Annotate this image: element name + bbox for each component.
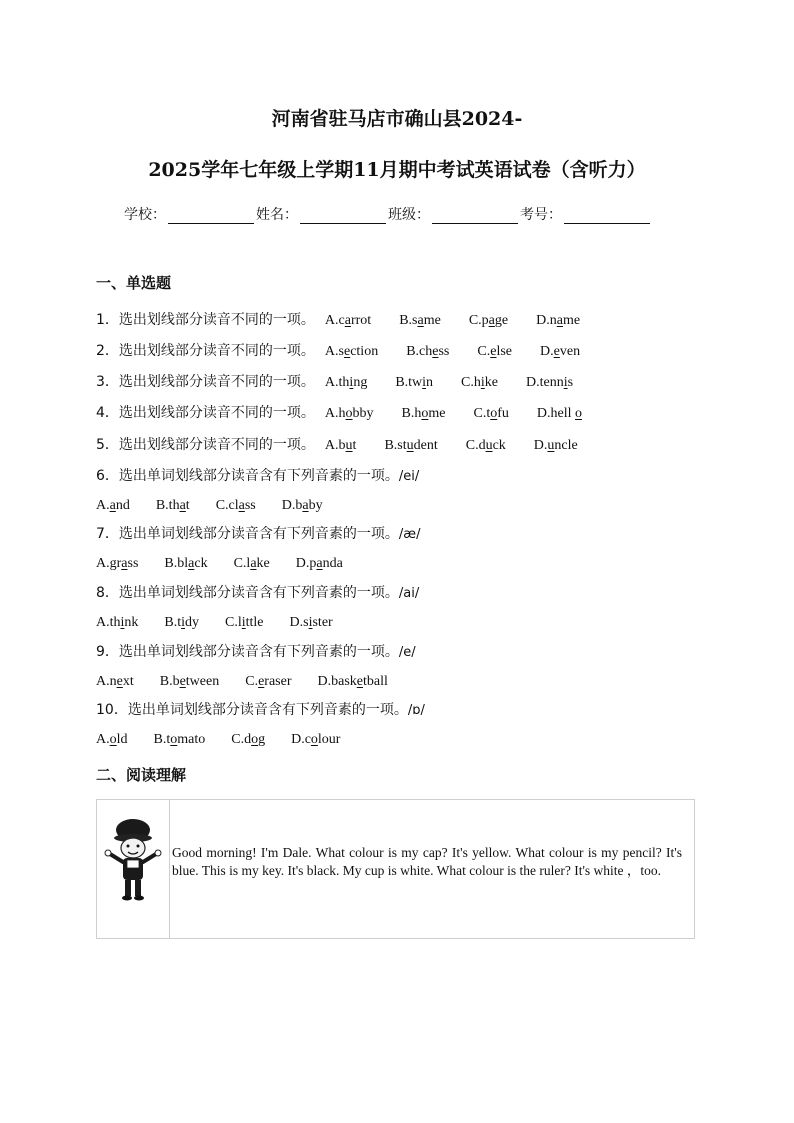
option-c[interactable]: [231, 730, 265, 750]
option-c[interactable]: [245, 672, 291, 692]
options-row-10: [96, 730, 340, 750]
underlined-letters: i: [120, 615, 125, 630]
option-b[interactable]: [402, 404, 446, 424]
school-label: 学校：: [124, 207, 166, 223]
option-text-pre: D.: [533, 438, 548, 453]
option-text-post: nda: [322, 556, 343, 571]
underlined-letters: e: [258, 674, 265, 689]
question-9: [96, 642, 416, 663]
option-b[interactable]: [164, 554, 207, 574]
option-text-pre: B.s: [399, 313, 418, 328]
option-text-pre: C.p: [468, 313, 489, 328]
question-8: [96, 583, 419, 604]
phoneme: /e/: [398, 645, 416, 660]
option-text-pre: B.b: [159, 674, 180, 689]
option-text-pre: A.: [96, 732, 110, 747]
option-text-pre: D.: [540, 344, 554, 359]
option-b[interactable]: [154, 730, 206, 750]
underlined-letters: u: [406, 438, 414, 453]
underlined-letters: u: [345, 438, 353, 453]
option-text-pre: A.s: [324, 344, 344, 359]
question-stem: 选出单词划线部分读音含有下列音素的一项。: [118, 526, 399, 542]
option-text-post: tball: [363, 674, 388, 689]
title-line-1: 河南省驻马店市确山县2024-: [271, 108, 523, 130]
option-text-pre: A.c: [324, 313, 345, 328]
question-1: [96, 310, 580, 331]
option-text-pre: D.n: [536, 313, 557, 328]
question-number: 4．: [96, 405, 119, 421]
boy-illustration: [97, 800, 170, 938]
option-text-pre: D.p: [295, 556, 317, 571]
option-text-post: me: [428, 406, 446, 421]
question-number: 9．: [96, 644, 119, 660]
underlined-letters: e: [343, 344, 351, 359]
underlined-letters: e: [490, 344, 497, 359]
number-blank[interactable]: [564, 207, 650, 224]
question-number: 3．: [96, 374, 119, 390]
class-blank[interactable]: [432, 207, 518, 224]
option-text-post: me: [423, 313, 441, 328]
option-a[interactable]: [96, 613, 138, 633]
question-7: [96, 524, 420, 545]
options-row-9: [96, 672, 388, 692]
question-5: [96, 435, 578, 456]
question-stem: 选出单词划线部分读音含有下列音素的一项。: [118, 585, 399, 601]
underlined-letters: e: [179, 674, 186, 689]
option-d[interactable]: [540, 342, 580, 362]
question-stem: 选出单词划线部分读音含有下列音素的一项。: [127, 702, 408, 718]
option-text-post: dy: [185, 615, 200, 630]
option-d[interactable]: [282, 496, 323, 516]
option-text-post: dent: [413, 438, 438, 453]
option-text-post: ge: [494, 313, 509, 328]
option-text-pre: B.th: [155, 498, 180, 513]
options-row-6: [96, 496, 323, 516]
option-d[interactable]: [534, 436, 578, 456]
question-number: 6．: [96, 468, 119, 484]
option-text-pre: D.s: [289, 615, 309, 630]
option-text-pre: C.l: [233, 556, 251, 571]
option-d[interactable]: [536, 311, 580, 331]
underlined-letters: o: [109, 732, 117, 747]
question-4: [96, 403, 582, 424]
class-label: 班级：: [388, 207, 430, 223]
option-c[interactable]: [234, 554, 270, 574]
title-line-2: 2025学年七年级上学期11月期中考试英语试卷（含听力）: [148, 159, 646, 181]
question-stem: 选出划线部分读音不同的一项。: [118, 405, 315, 421]
underlined-letters: i: [349, 375, 354, 390]
option-text-pre: D.hell: [536, 406, 576, 421]
underlined-letters: o: [421, 406, 429, 421]
question-number: 10．: [96, 702, 128, 718]
option-a[interactable]: [325, 404, 374, 424]
option-b[interactable]: [399, 311, 441, 331]
option-text-pre: C.cl: [215, 498, 239, 513]
option-text-pre: C.h: [461, 375, 481, 390]
underlined-letters: o: [310, 732, 318, 747]
option-d[interactable]: [526, 373, 573, 393]
option-text-post: t: [185, 498, 190, 513]
option-text-pre: C.l: [225, 615, 242, 630]
underlined-letters: e: [356, 674, 363, 689]
option-text-post: bby: [352, 406, 374, 421]
option-text-post: tween: [185, 674, 220, 689]
option-c[interactable]: [474, 404, 509, 424]
option-b[interactable]: [384, 436, 437, 456]
option-text-post: fu: [497, 406, 509, 421]
underlined-letters: o: [251, 732, 259, 747]
underlined-letters: a: [316, 556, 323, 571]
option-text-pre: C.: [245, 674, 259, 689]
option-c[interactable]: [225, 613, 264, 633]
question-stem: 选出划线部分读音不同的一项。: [118, 437, 315, 453]
underlined-letters: a: [250, 556, 257, 571]
underlined-letters: e: [116, 674, 123, 689]
option-text-post: ld: [116, 732, 128, 747]
underlined-letters: i: [563, 375, 568, 390]
option-text-pre: A.th: [96, 615, 121, 630]
underlined-letters: a: [179, 498, 186, 513]
option-text-post: ttle: [245, 615, 264, 630]
option-text-post: by: [308, 498, 323, 513]
question-10: [96, 700, 425, 721]
underlined-letters: e: [432, 344, 439, 359]
underlined-letters: o: [490, 406, 498, 421]
phoneme: /ɒ/: [407, 703, 425, 718]
option-d[interactable]: [296, 554, 343, 574]
option-text-post: t: [352, 438, 357, 453]
name-label: 姓名：: [256, 207, 298, 223]
student-info-row: [124, 204, 652, 224]
option-b[interactable]: [406, 342, 449, 362]
option-text-post: g: [258, 732, 266, 747]
underlined-letters: o: [575, 406, 583, 421]
number-label: 考号：: [520, 207, 562, 223]
option-text-pre: B.h: [401, 406, 422, 421]
option-text-pre: B.bl: [164, 556, 189, 571]
option-text-pre: A.h: [324, 406, 346, 421]
option-text-pre: A.gr: [96, 556, 122, 571]
option-text-post: ster: [312, 615, 333, 630]
underlined-letters: a: [417, 313, 424, 328]
underlined-letters: i: [422, 375, 427, 390]
option-c[interactable]: [469, 311, 508, 331]
underlined-letters: a: [121, 556, 128, 571]
question-number: 7．: [96, 526, 119, 542]
option-text-post: lse: [496, 344, 513, 359]
option-d[interactable]: [291, 730, 340, 750]
option-text-pre: B.t: [153, 732, 171, 747]
question-number: 5．: [96, 437, 119, 453]
section-heading-single-choice: 一、单选题: [96, 274, 172, 292]
option-c[interactable]: [477, 342, 512, 362]
phoneme: /ei/: [398, 469, 420, 484]
underlined-letters: a: [488, 313, 495, 328]
option-text-pre: C.: [477, 344, 491, 359]
option-text-post: ck: [194, 556, 208, 571]
option-text-pre: A.: [96, 498, 110, 513]
option-a[interactable]: [325, 436, 357, 456]
option-a[interactable]: [325, 373, 367, 393]
option-b[interactable]: [164, 613, 199, 633]
option-text-post: nk: [124, 615, 139, 630]
option-text-post: ck: [492, 438, 506, 453]
option-text-post: ss: [438, 344, 450, 359]
option-text-post: me: [562, 313, 581, 328]
option-a[interactable]: [96, 730, 128, 750]
option-text-post: ven: [559, 344, 581, 359]
question-stem: 选出划线部分读音不同的一项。: [118, 374, 315, 390]
underlined-letters: a: [188, 556, 195, 571]
option-b[interactable]: [156, 496, 190, 516]
option-text-post: ncle: [554, 438, 578, 453]
option-text-pre: A.b: [324, 438, 346, 453]
options-row-7: [96, 554, 343, 574]
underlined-letters: i: [480, 375, 485, 390]
option-a[interactable]: [325, 342, 378, 362]
option-c[interactable]: [466, 436, 506, 456]
option-d[interactable]: [537, 404, 582, 424]
underlined-letters: a: [302, 498, 309, 513]
option-text-pre: B.t: [164, 615, 182, 630]
underlined-letters: o: [345, 406, 353, 421]
option-text-post: mato: [177, 732, 206, 747]
option-text-post: nd: [115, 498, 130, 513]
reading-passage-box: [96, 799, 695, 939]
option-text-post: xt: [122, 674, 134, 689]
underlined-letters: u: [485, 438, 493, 453]
option-text-post: ction: [350, 344, 379, 359]
underlined-letters: a: [344, 313, 351, 328]
underlined-letters: e: [553, 344, 560, 359]
question-stem: 选出单词划线部分读音含有下列音素的一项。: [118, 644, 399, 660]
question-stem: 选出单词划线部分读音含有下列音素的一项。: [118, 468, 399, 484]
option-text-pre: A.th: [324, 375, 350, 390]
underlined-letters: u: [547, 438, 555, 453]
underlined-letters: i: [181, 615, 186, 630]
phoneme: /ai/: [398, 586, 420, 601]
option-text-post: ke: [484, 375, 498, 390]
option-text-pre: A.n: [96, 674, 117, 689]
underlined-letters: a: [238, 498, 245, 513]
name-blank[interactable]: [300, 207, 386, 224]
option-text-pre: C.d: [465, 438, 486, 453]
question-number: 1．: [96, 312, 119, 328]
option-d[interactable]: [290, 613, 333, 633]
option-text-post: n: [426, 375, 434, 390]
underlined-letters: i: [241, 615, 246, 630]
option-text-pre: C.d: [231, 732, 252, 747]
option-text-pre: D.tenn: [526, 375, 564, 390]
option-c[interactable]: [216, 496, 256, 516]
option-text-post: ss: [127, 556, 139, 571]
option-a[interactable]: [96, 554, 138, 574]
option-text-post: rrot: [350, 313, 372, 328]
option-a[interactable]: [325, 311, 371, 331]
question-stem: 选出划线部分读音不同的一项。: [118, 312, 315, 328]
option-text-pre: C.t: [473, 406, 491, 421]
option-text-pre: D.b: [281, 498, 303, 513]
boy-figure-icon: [97, 800, 169, 938]
underlined-letters: a: [109, 498, 116, 513]
option-text-pre: D.c: [291, 732, 311, 747]
option-text-post: raser: [264, 674, 292, 689]
question-stem: 选出划线部分读音不同的一项。: [118, 343, 315, 359]
option-text-pre: B.tw: [395, 375, 423, 390]
underlined-letters: a: [556, 313, 563, 328]
option-a[interactable]: [96, 496, 130, 516]
option-text-pre: B.ch: [406, 344, 433, 359]
option-d[interactable]: [318, 672, 388, 692]
question-number: 8．: [96, 585, 119, 601]
option-c[interactable]: [461, 373, 498, 393]
option-text-pre: D.bask: [317, 674, 357, 689]
options-row-8: [96, 613, 333, 633]
option-text-post: ke: [256, 556, 270, 571]
option-text-pre: B.st: [384, 438, 407, 453]
option-text-post: ng: [353, 375, 368, 390]
phoneme: /æ/: [398, 527, 421, 542]
option-b[interactable]: [395, 373, 433, 393]
option-text-post: lour: [317, 732, 341, 747]
option-a[interactable]: [96, 672, 134, 692]
question-number: 2．: [96, 343, 119, 359]
option-b[interactable]: [160, 672, 220, 692]
option-text-post: s: [567, 375, 574, 390]
question-6: [96, 466, 419, 487]
section-heading-reading: 二、阅读理解: [96, 766, 187, 784]
question-2: [96, 341, 580, 362]
question-3: [96, 372, 573, 393]
underlined-letters: i: [308, 615, 313, 630]
underlined-letters: o: [170, 732, 178, 747]
passage-text: Good morning! I'm Dale. What colour is my cap? It's yellow. What colour is my pencil? It's blue. This is my key. It's black. My cup is white. What colour is the ruler? It's white ，too.: [172, 845, 682, 878]
school-blank[interactable]: [168, 207, 254, 224]
option-text-post: ss: [244, 498, 256, 513]
